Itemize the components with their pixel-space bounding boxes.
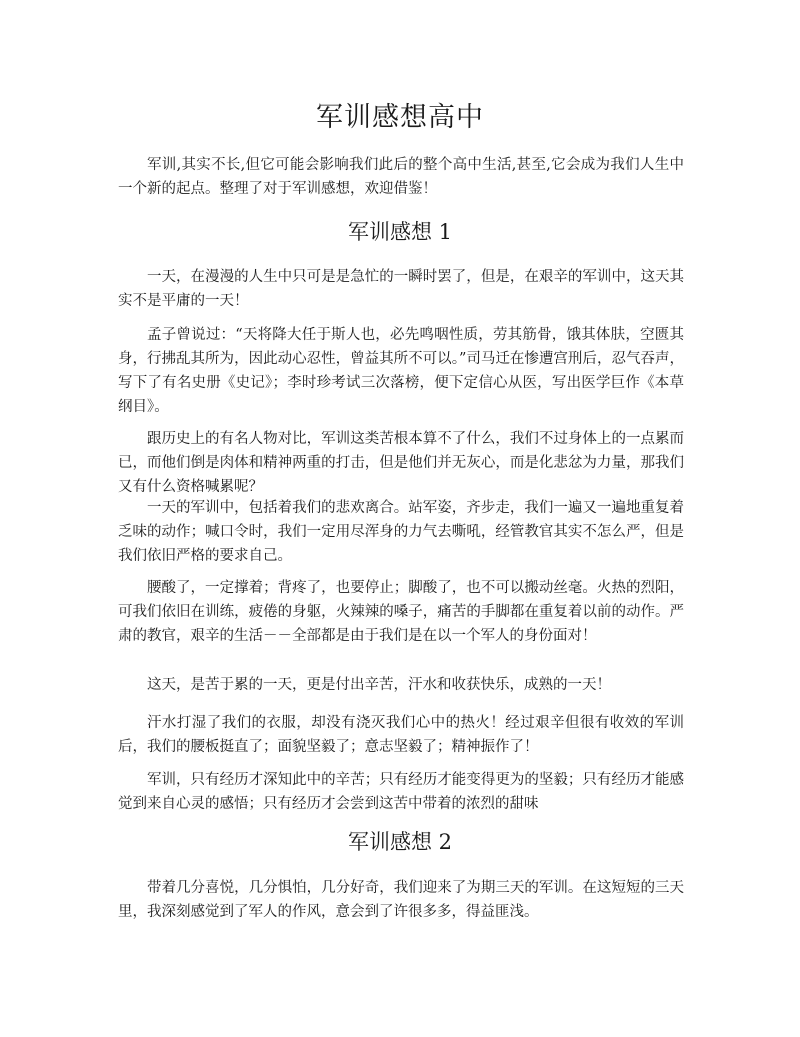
section-1-paragraph-1: 一天，在漫漫的人生中只可是是急忙的一瞬时罢了，但是，在艰辛的军训中，这天其实不是平庸的一天！ xyxy=(118,269,684,309)
section-1-paragraph-7: 汗水打湿了我们的衣服，却没有浇灭我们心中的热火！经过艰辛但很有收效的军训后，我们的腰板挺直了；面貌坚毅了；意志坚毅了；精神振作了！ xyxy=(118,715,684,755)
section-heading-1: 军训感想 1 xyxy=(347,220,453,244)
section-1-paragraph-8: 军训，只有经历才深知此中的辛苦；只有经历才能变得更为的坚毅；只有经历才能感觉到来自心灵的感悟；只有经历才会尝到这苦中带着的浓烈的甜味 xyxy=(118,772,684,812)
section-2-paragraph-1: 带着几分喜悦，几分惧怕，几分好奇，我们迎来了为期三天的军训。在这短短的三天里，我深刻感觉到了军人的作风，意会到了许很多多，得益匪浅。 xyxy=(118,880,684,920)
section-1-paragraph-6: 这天，是苦于累的一天，更是付出辛苦，汗水和收获快乐，成熟的一天！ xyxy=(147,677,611,693)
document-title: 军训感想高中 xyxy=(316,102,484,133)
section-1-paragraph-4: 一天的军训中，包括着我们的悲欢离合。站军姿，齐步走，我们一遍又一遍地重复着乏味的动作；喊口令时，我们一定用尽浑身的力气去嘶吼，经管教官其实不怎么严，但是我们依旧严格的要求自己。 xyxy=(118,500,684,564)
section-1-paragraph-5: 腰酸了，一定撑着；背疼了，也要停止；脚酸了，也不可以搬动丝毫。火热的烈阳，可我们依旧在训练，疲倦的身躯，火辣辣的嗓子，痛苦的手脚都在重复着以前的动作。严肃的教官，艰辛的生活－－全部都是由于我们是在以一个军人的身份面对！ xyxy=(118,580,684,644)
section-1-paragraph-3: 跟历史上的有名人物对比，军训这类苦根本算不了什么，我们不过身体上的一点累而已，而他们倒是肉体和精神两重的打击，但是他们并无灰心，而是化悲忿为力量，那我们又有什么资格喊累呢？ xyxy=(118,431,684,495)
section-1-paragraph-2: 孟子曾说过：“天将降大任于斯人也，必先鸣咽性质，劳其筋骨，饿其体肤，空匮其身，行拂乱其所为，因此动心忍性，曾益其所不可以。”司马迁在惨遭宫刑后，忍气吞声，写下了有名史册《史记》；李时珍考试三次落榜，便下定信心从医，写出医学巨作《本草纲目》。 xyxy=(118,327,684,415)
intro-paragraph: 军训,其实不长,但它可能会影响我们此后的整个高中生活,甚至,它会成为我们人生中一个新的起点。整理了对于军训感想，欢迎借鉴！ xyxy=(118,157,684,197)
section-heading-2: 军训感想 2 xyxy=(347,830,453,854)
